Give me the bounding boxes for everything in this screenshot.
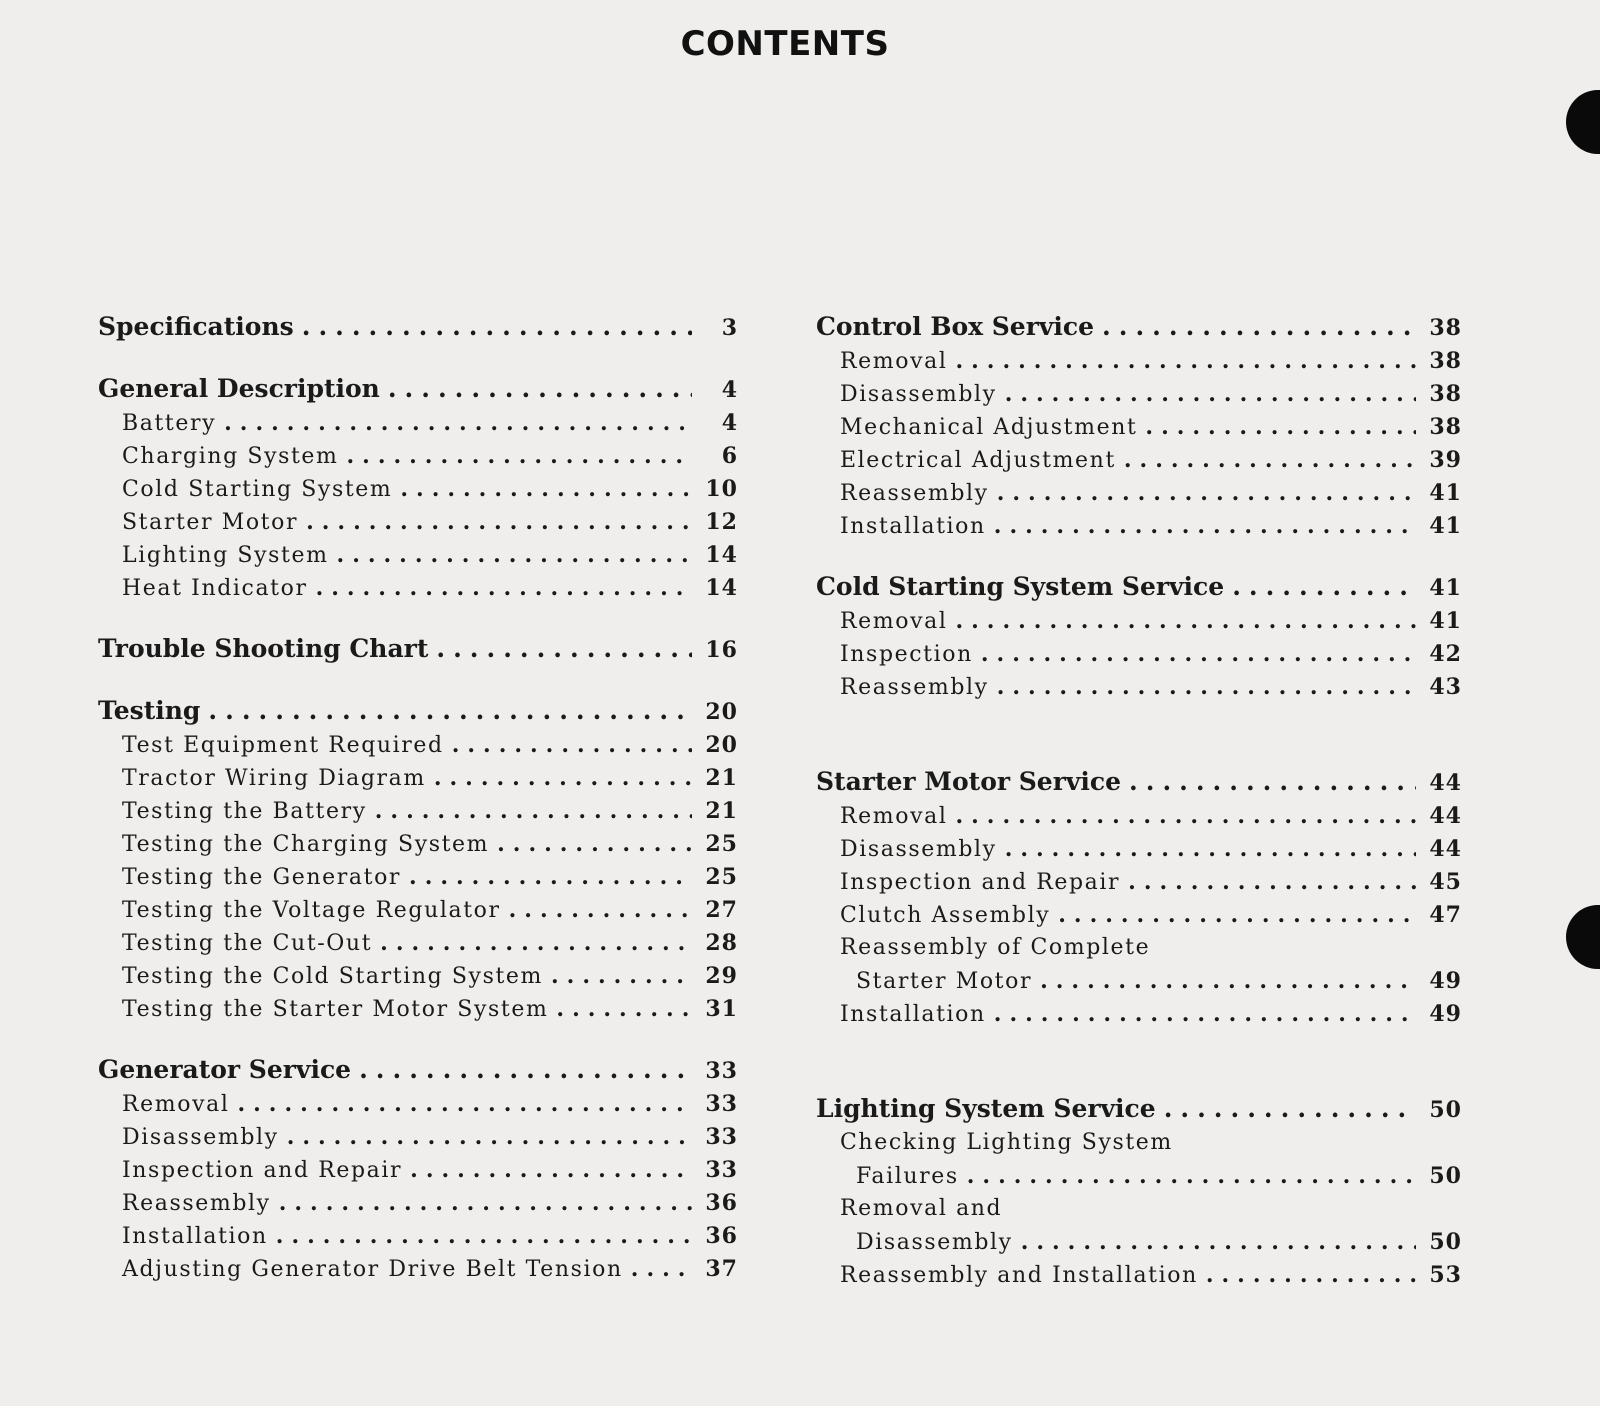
dot-leader <box>316 575 692 601</box>
toc-entry[interactable] <box>98 509 738 542</box>
entry-title: Electrical Adjustment <box>840 448 1116 473</box>
page-number: 36 <box>705 1223 738 1249</box>
page-number: 50 <box>1429 1097 1462 1123</box>
page-number: 3 <box>721 315 738 341</box>
toc-entry[interactable] <box>816 641 1462 674</box>
entry-title: Reassembly <box>840 481 989 506</box>
entry-title: Inspection and Repair <box>840 870 1121 895</box>
toc-entry[interactable] <box>816 803 1462 836</box>
entry-title: Adjusting Generator Drive Belt Tension <box>122 1257 623 1282</box>
page-number: 21 <box>705 798 738 824</box>
page-number: 25 <box>705 864 738 890</box>
page-number: 44 <box>1429 770 1462 796</box>
entry-title: Charging System <box>122 444 339 469</box>
dot-leader <box>1145 414 1416 440</box>
dot-leader <box>994 1001 1416 1027</box>
page-number: 39 <box>1429 447 1462 473</box>
contents-column-right <box>816 312 1462 1295</box>
dot-leader <box>287 1124 692 1150</box>
dot-leader <box>1102 312 1416 341</box>
page-number: 33 <box>705 1157 738 1183</box>
page-number: 41 <box>1429 575 1462 601</box>
toc-entry[interactable] <box>816 513 1462 546</box>
entry-title: Testing the Cut-Out <box>122 931 373 956</box>
dot-leader <box>551 963 692 989</box>
toc-heading[interactable] <box>816 1094 1462 1130</box>
toc-entry[interactable] <box>98 1124 738 1157</box>
toc-heading[interactable] <box>98 696 738 732</box>
toc-entry[interactable] <box>816 348 1462 381</box>
page-number: 14 <box>705 542 738 568</box>
toc-entry[interactable] <box>98 1256 738 1289</box>
dot-leader <box>1058 902 1416 928</box>
dot-leader <box>1129 767 1416 796</box>
entry-title: Test Equipment Required <box>122 733 444 758</box>
toc-entry[interactable] <box>816 447 1462 480</box>
page-number: 21 <box>705 765 738 791</box>
page-number: 28 <box>705 930 738 956</box>
entry-title: Trouble Shooting Chart <box>98 634 429 663</box>
entry-title: Lighting System Service <box>816 1094 1156 1123</box>
toc-section <box>98 696 738 1029</box>
entry-title: Specifications <box>98 312 294 341</box>
entry-title: Reassembly <box>840 675 989 700</box>
dot-leader <box>967 1163 1416 1189</box>
dot-leader <box>380 930 692 956</box>
page-number: 45 <box>1429 869 1462 895</box>
entry-title: Reassembly and Installation <box>840 1263 1198 1288</box>
entry-title: Tractor Wiring Diagram <box>122 766 426 791</box>
dot-leader <box>400 476 692 502</box>
page-number: 38 <box>1429 414 1462 440</box>
toc-entry[interactable] <box>98 798 738 831</box>
page-number: 38 <box>1429 381 1462 407</box>
dot-leader <box>434 765 692 791</box>
dot-leader <box>1021 1229 1416 1255</box>
entry-title: Starter Motor <box>122 510 299 535</box>
dot-leader <box>208 696 692 725</box>
page-number: 10 <box>705 476 738 502</box>
toc-entry[interactable] <box>816 381 1462 414</box>
toc-section <box>816 312 1462 546</box>
page-number: 12 <box>705 509 738 535</box>
page-number: 31 <box>705 996 738 1022</box>
toc-entry[interactable] <box>816 935 1462 968</box>
page-number: 14 <box>705 575 738 601</box>
page-number: 47 <box>1429 902 1462 928</box>
toc-heading[interactable] <box>98 1055 738 1091</box>
dot-leader <box>955 348 1416 374</box>
dot-leader <box>1005 836 1416 862</box>
toc-entry[interactable] <box>98 476 738 509</box>
toc-heading[interactable] <box>98 634 738 670</box>
toc-entry[interactable] <box>98 732 738 765</box>
toc-section <box>98 634 738 670</box>
dot-leader <box>631 1256 692 1282</box>
entry-title: Control Box Service <box>816 312 1095 341</box>
dot-leader <box>388 374 692 403</box>
toc-heading[interactable] <box>816 767 1462 803</box>
dot-leader <box>224 410 692 436</box>
entry-title: Reassembly <box>122 1191 271 1216</box>
page-number: 49 <box>1429 968 1462 994</box>
dot-leader <box>955 608 1416 634</box>
page-number: 33 <box>705 1058 738 1084</box>
dot-leader <box>981 641 1416 667</box>
binder-hole <box>1566 90 1600 154</box>
page-number: 27 <box>705 897 738 923</box>
dot-leader <box>997 480 1416 506</box>
toc-entry[interactable] <box>98 930 738 963</box>
toc-entry[interactable] <box>98 765 738 798</box>
page-number: 38 <box>1429 348 1462 374</box>
dot-leader <box>1124 447 1416 473</box>
entry-title: Cold Starting System Service <box>816 572 1225 601</box>
dot-leader <box>509 897 692 923</box>
page-number: 4 <box>721 377 738 403</box>
toc-entry[interactable] <box>98 1091 738 1124</box>
contents-column-left <box>98 312 738 1289</box>
page-title: CONTENTS <box>680 24 890 64</box>
dot-leader <box>359 1055 692 1084</box>
toc-entry[interactable] <box>816 1196 1462 1229</box>
toc-entry[interactable] <box>98 443 738 476</box>
toc-entry-continuation[interactable] <box>816 1163 1462 1196</box>
page-number: 29 <box>705 963 738 989</box>
entry-title: Reassembly of Complete <box>840 935 1151 960</box>
toc-section <box>816 1094 1462 1295</box>
entry-title: Removal and <box>840 1196 1003 1221</box>
page-number: 25 <box>705 831 738 857</box>
toc-entry[interactable] <box>816 1130 1462 1163</box>
dot-leader <box>497 831 692 857</box>
toc-heading[interactable] <box>816 312 1462 348</box>
entry-title: General Description <box>98 374 380 403</box>
page-number: 6 <box>721 443 738 469</box>
entry-title: Disassembly <box>856 1230 1013 1255</box>
entry-title: Mechanical Adjustment <box>840 415 1138 440</box>
page-number: 4 <box>721 410 738 436</box>
toc-entry[interactable] <box>98 410 738 443</box>
dot-leader <box>1232 572 1416 601</box>
toc-entry[interactable] <box>816 608 1462 641</box>
entry-title: Failures <box>856 1164 959 1189</box>
toc-section <box>98 1055 738 1289</box>
toc-entry[interactable] <box>816 902 1462 935</box>
dot-leader <box>955 803 1416 829</box>
dot-leader <box>997 674 1416 700</box>
page-number: 38 <box>1429 315 1462 341</box>
toc-entry[interactable] <box>98 1223 738 1256</box>
entry-title: Clutch Assembly <box>840 903 1051 928</box>
toc-entry[interactable] <box>816 869 1462 902</box>
page-number: 20 <box>705 732 738 758</box>
dot-leader <box>452 732 692 758</box>
page-number: 33 <box>705 1091 738 1117</box>
toc-section <box>816 767 1462 1034</box>
entry-title: Testing the Generator <box>122 865 402 890</box>
entry-title: Testing the Cold Starting System <box>122 964 543 989</box>
toc-section <box>98 374 738 608</box>
dot-leader <box>1164 1094 1416 1123</box>
page-number: 44 <box>1429 803 1462 829</box>
entry-title: Installation <box>840 514 986 539</box>
dot-leader <box>556 996 692 1022</box>
entry-title: Inspection <box>840 642 973 667</box>
toc-section <box>98 312 738 348</box>
toc-entry-continuation[interactable] <box>816 1229 1462 1262</box>
toc-entry[interactable] <box>816 1262 1462 1295</box>
dot-leader <box>279 1190 692 1216</box>
toc-heading[interactable] <box>816 572 1462 608</box>
toc-entry[interactable] <box>98 831 738 864</box>
dot-leader <box>1206 1262 1416 1288</box>
page-number: 41 <box>1429 513 1462 539</box>
toc-heading[interactable] <box>98 374 738 410</box>
page-number: 50 <box>1429 1229 1462 1255</box>
page-number: 41 <box>1429 608 1462 634</box>
page-number: 50 <box>1429 1163 1462 1189</box>
toc-entry[interactable] <box>816 414 1462 447</box>
dot-leader <box>994 513 1416 539</box>
dot-leader <box>302 312 692 341</box>
entry-title: Removal <box>122 1092 230 1117</box>
dot-leader <box>410 1157 692 1183</box>
entry-title: Starter Motor <box>856 969 1033 994</box>
binder-hole <box>1566 905 1600 969</box>
entry-title: Battery <box>122 411 217 436</box>
page-number: 44 <box>1429 836 1462 862</box>
toc-entry[interactable] <box>98 542 738 575</box>
toc-entry[interactable] <box>816 674 1462 707</box>
toc-section <box>816 572 1462 707</box>
toc-entry-continuation[interactable] <box>816 968 1462 1001</box>
entry-title: Disassembly <box>122 1125 279 1150</box>
page-number: 43 <box>1429 674 1462 700</box>
dot-leader <box>347 443 692 469</box>
toc-heading[interactable] <box>98 312 738 348</box>
page-number: 49 <box>1429 1001 1462 1027</box>
page-number: 16 <box>705 637 738 663</box>
entry-title: Cold Starting System <box>122 477 393 502</box>
dot-leader <box>1128 869 1416 895</box>
toc-entry[interactable] <box>816 480 1462 513</box>
entry-title: Checking Lighting System <box>840 1130 1173 1155</box>
page-number: 37 <box>705 1256 738 1282</box>
page-number: 36 <box>705 1190 738 1216</box>
entry-title: Inspection and Repair <box>122 1158 403 1183</box>
dot-leader <box>237 1091 692 1117</box>
entry-title: Disassembly <box>840 382 997 407</box>
dot-leader <box>375 798 692 824</box>
entry-title: Disassembly <box>840 837 997 862</box>
entry-title: Testing the Voltage Regulator <box>122 898 501 923</box>
entry-title: Removal <box>840 804 948 829</box>
toc-entry[interactable] <box>98 963 738 996</box>
dot-leader <box>337 542 692 568</box>
toc-entry[interactable] <box>98 996 738 1029</box>
dot-leader <box>409 864 692 890</box>
toc-entry[interactable] <box>816 1001 1462 1034</box>
dot-leader <box>306 509 692 535</box>
entry-title: Testing the Battery <box>122 799 367 824</box>
entry-title: Generator Service <box>98 1055 352 1084</box>
entry-title: Removal <box>840 349 948 374</box>
toc-entry[interactable] <box>98 1157 738 1190</box>
dot-leader <box>436 634 692 663</box>
dot-leader <box>276 1223 692 1249</box>
dot-leader <box>1005 381 1416 407</box>
page-number: 53 <box>1429 1262 1462 1288</box>
entry-title: Lighting System <box>122 543 329 568</box>
entry-title: Testing the Starter Motor System <box>122 997 549 1022</box>
entry-title: Testing the Charging System <box>122 832 490 857</box>
page-number: 20 <box>705 699 738 725</box>
entry-title: Removal <box>840 609 948 634</box>
toc-entry[interactable] <box>98 897 738 930</box>
page-number: 42 <box>1429 641 1462 667</box>
toc-entry[interactable] <box>816 836 1462 869</box>
entry-title: Starter Motor Service <box>816 767 1122 796</box>
toc-entry[interactable] <box>98 1190 738 1223</box>
page-number: 41 <box>1429 480 1462 506</box>
entry-title: Heat Indicator <box>122 576 308 601</box>
page-number: 33 <box>705 1124 738 1150</box>
toc-entry[interactable] <box>98 575 738 608</box>
entry-title: Installation <box>840 1002 986 1027</box>
entry-title: Testing <box>98 696 201 725</box>
dot-leader <box>1040 968 1416 994</box>
toc-entry[interactable] <box>98 864 738 897</box>
entry-title: Installation <box>122 1224 268 1249</box>
